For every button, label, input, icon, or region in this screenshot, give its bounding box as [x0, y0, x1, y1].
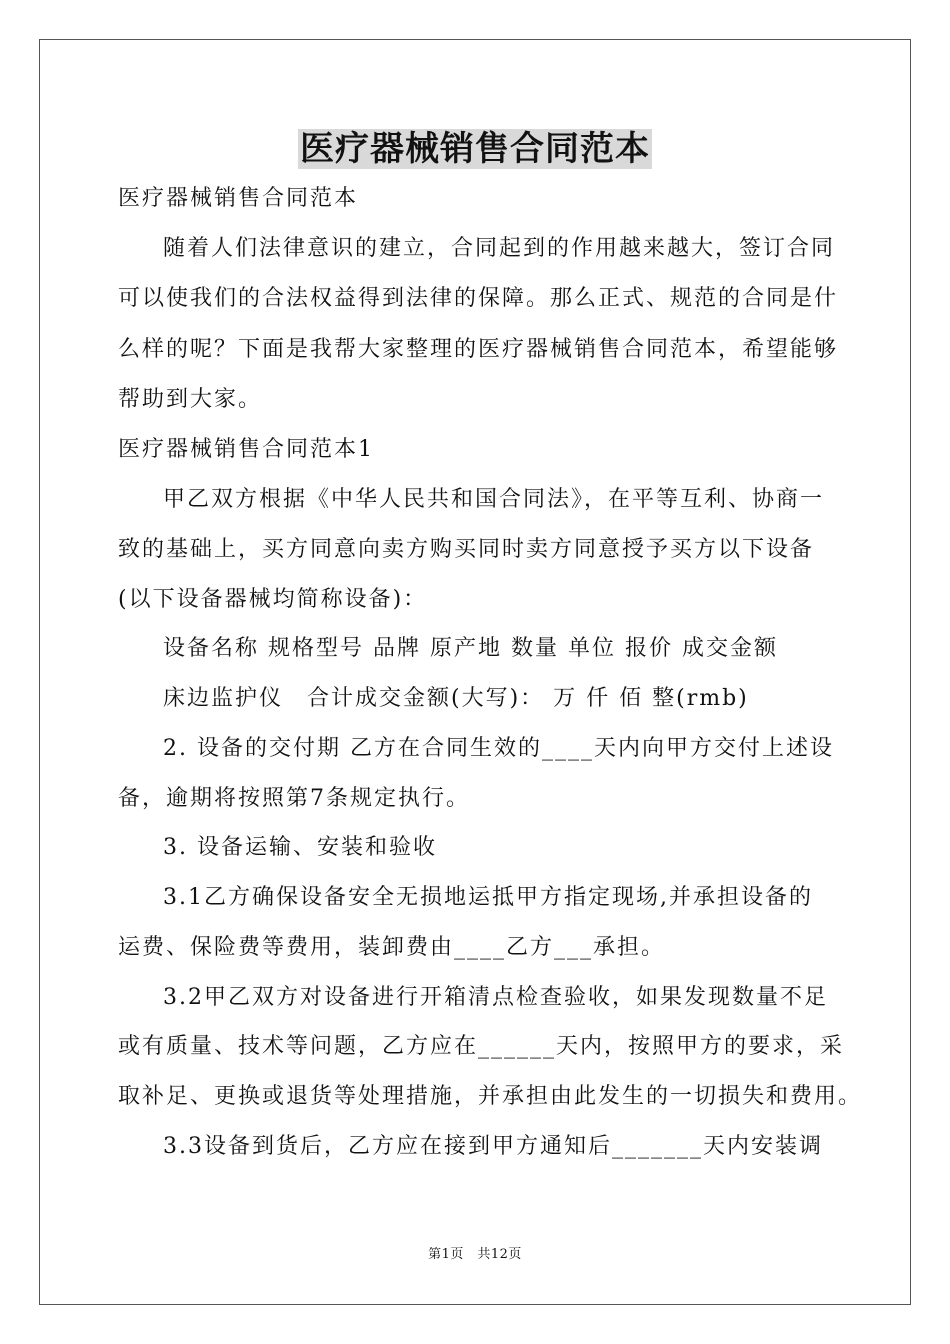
contract-line-1: 甲乙双方根据《中华人民共和国合同法》，在平等互利、协商一 [163, 487, 825, 512]
page-border [39, 39, 911, 1305]
clause-3-heading: 3. 设备运输、安装和验收 [163, 835, 437, 860]
intro-line-1: 随着人们法律意识的建立，合同起到的作用越来越大，签订合同 [163, 236, 836, 261]
page-footer: 第1页 共12页 [428, 1247, 522, 1262]
intro-line-2: 可以使我们的合法权益得到法律的保障。那么正式、规范的合同是什 [118, 286, 839, 311]
clause-3-2-line-2: 或有质量、技术等问题，乙方应在______天内，按照甲方的要求，采 [118, 1034, 845, 1059]
intro-line-3: 么样的呢？下面是我帮大家整理的医疗器械销售合同范本，希望能够 [118, 337, 839, 362]
clause-3-1-line-2: 运费、保险费等费用，装卸费由____乙方___承担。 [118, 935, 666, 960]
document-title: 医疗器械销售合同范本 [300, 129, 650, 169]
subtitle-line: 医疗器械销售合同范本 [118, 186, 359, 211]
contract-line-2: 致的基础上，买方同意向卖方购买同时卖方同意授予买方以下设备 [118, 537, 815, 562]
section-heading-1: 医疗器械销售合同范本1 [118, 437, 374, 462]
equipment-header-row: 设备名称 规格型号 品牌 原产地 数量 单位 报价 成交金额 [163, 636, 778, 661]
contract-line-3: (以下设备器械均简称设备)： [118, 587, 428, 612]
clause-3-2-line-3: 取补足、更换或退货等处理措施，并承担由此发生的一切损失和费用。 [118, 1084, 863, 1109]
clause-3-1-line-1: 3.1乙方确保设备安全无损地运抵甲方指定现场,并承担设备的 [163, 885, 813, 910]
clause-3-3-line-1: 3.3设备到货后，乙方应在接到甲方通知后_______天内安装调 [163, 1134, 823, 1159]
equipment-data-row: 床边监护仪 合计成交金额(大写)： 万 仟 佰 整(rmb) [163, 686, 749, 711]
clause-3-2-line-1: 3.2甲乙双方对设备进行开箱清点检查验收，如果发现数量不足 [163, 985, 828, 1010]
clause-2-line-1: 2. 设备的交付期 乙方在合同生效的____天内向甲方交付上述设 [163, 736, 834, 761]
intro-line-4: 帮助到大家。 [118, 387, 263, 412]
clause-2-line-2: 备，逾期将按照第7条规定执行。 [118, 786, 470, 811]
